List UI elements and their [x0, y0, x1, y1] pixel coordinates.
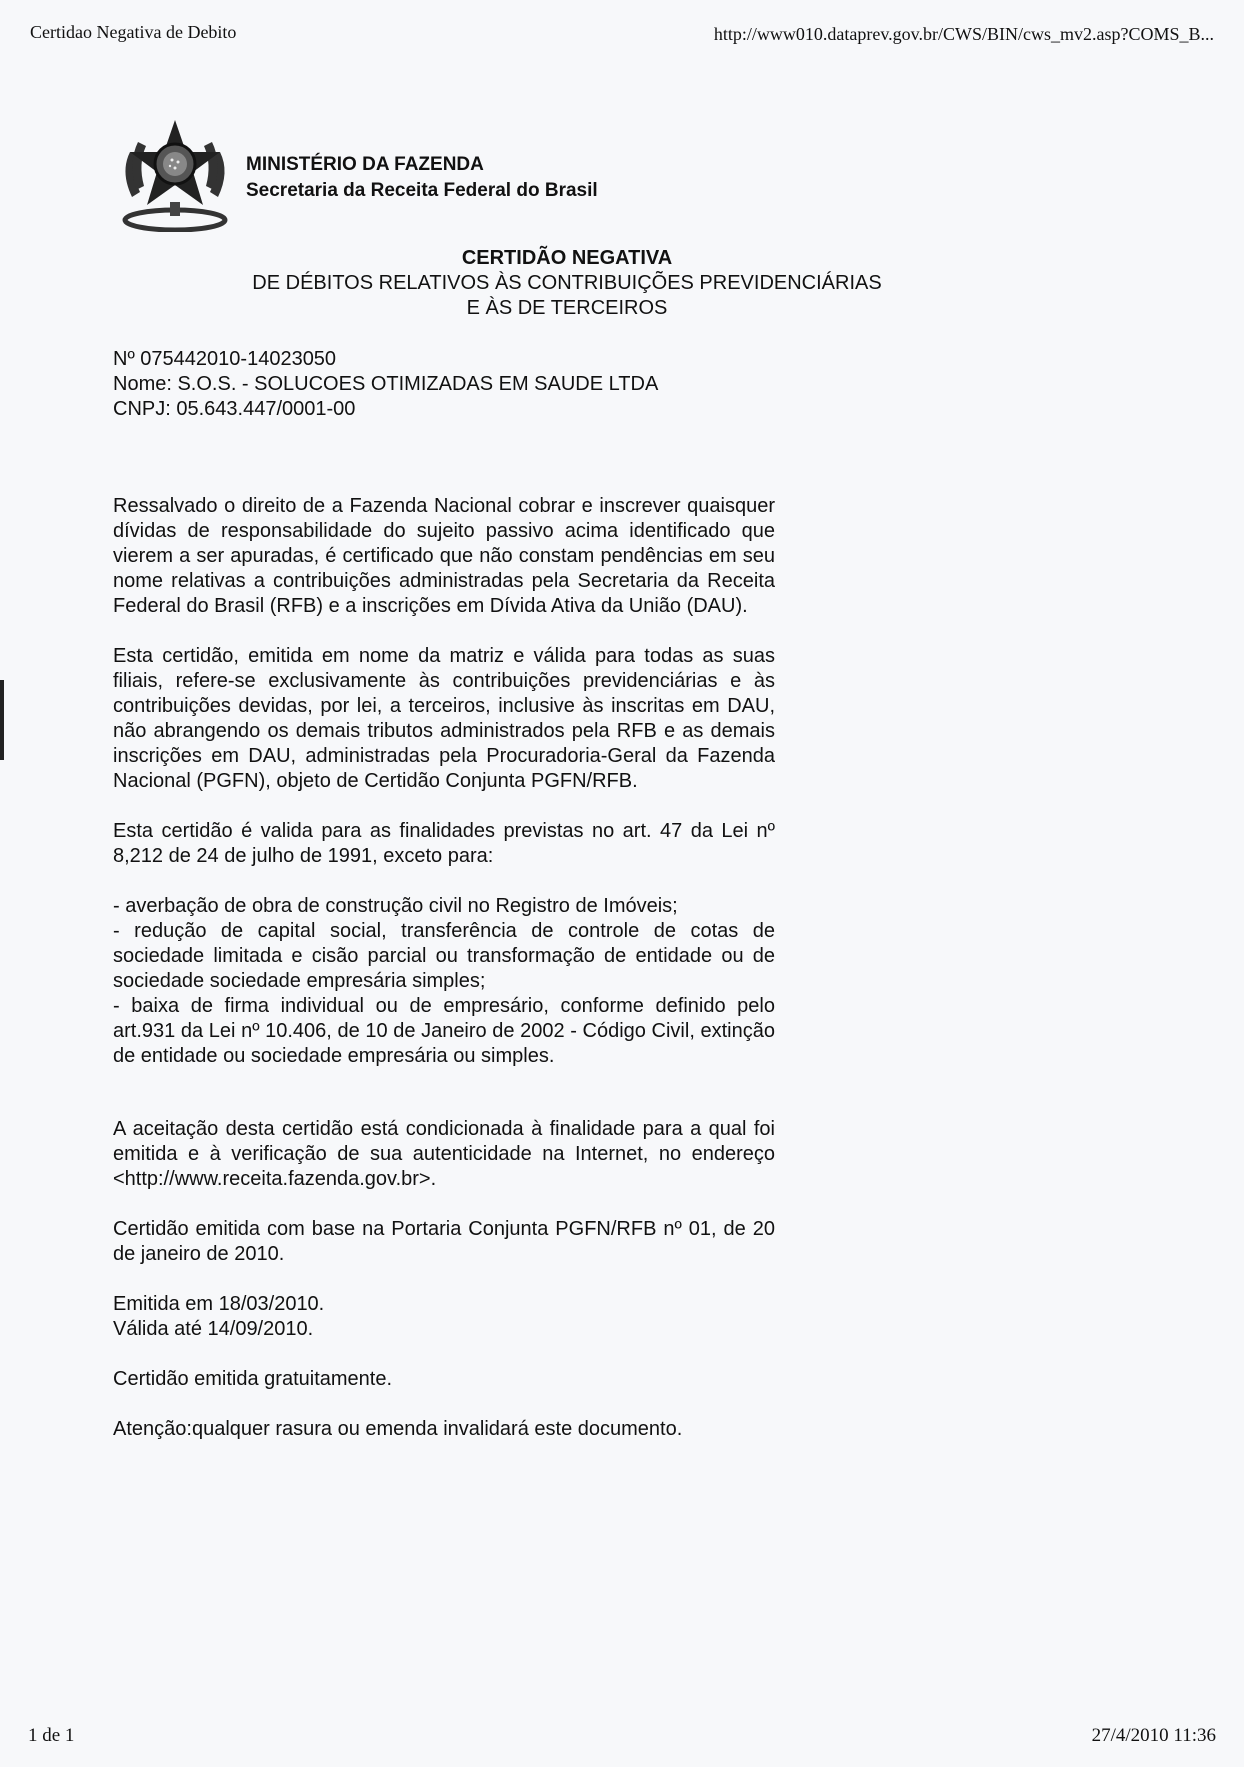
certificate-title-line1: CERTIDÃO NEGATIVA — [461, 247, 673, 269]
valid-until-date: Válida até 14/09/2010. — [113, 1318, 314, 1340]
paragraph-reservation: Ressalvado o direito de a Fazenda Nacional cobrar e inscrever quaisquer dívidas de responsabilidade do sujeito passivo acima identificado que vierem a ser apuradas, é certificado que não constam pendências em seu nome relativas a contribuições administradas pela Secretaria da Receita Federal do Brasil (RFB) e a inscrições em Dívida Ativa da União (DAU). — [113, 495, 775, 617]
exception-item: - redução de capital social, transferência de controle de cotas de sociedade limitada e cisão parcial ou transformação de entidade ou de sociedade sociedade empresária simples; — [113, 920, 775, 992]
page-count: 1 de 1 — [28, 1725, 75, 1746]
national-coat-of-arms-icon — [120, 112, 230, 232]
paragraph-scope: Esta certidão, emitida em nome da matriz e válida para todas as suas filiais, refere-se exclusivamente às contribuições previdenciárias e às contribuições devidas, por lei, a terceiros, inclusive às inscritas em DAU, não abrangendo os demais tributos administrados pela RFB e as demais inscrições em DAU, administradas pela Procuradoria-Geral da Fazenda Nacional (PGFN), objeto de Certidão Conjunta PGFN/RFB. — [113, 645, 775, 792]
company-cnpj: CNPJ: 05.643.447/0001-00 — [113, 398, 356, 420]
certificate-title — [0, 246, 1244, 321]
company-name: Nome: S.O.S. - SOLUCOES OTIMIZADAS EM SAUDE LTDA — [113, 373, 659, 395]
paragraph-acceptance: A aceitação desta certidão está condicionada à finalidade para a qual foi emitida e à verificação de sua autenticidade na Internet, no endereço <http://www.receita.fazenda.gov.br>. — [113, 1118, 775, 1190]
exception-item: - averbação de obra de construção civil no Registro de Imóveis; — [113, 895, 678, 917]
issued-date: Emitida em 18/03/2010. — [113, 1293, 325, 1315]
ministry-name: MINISTÉRIO DA FAZENDA — [246, 154, 484, 175]
certificate-title-line2: DE DÉBITOS RELATIVOS ÀS CONTRIBUIÇÕES PREVIDENCIÁRIAS — [252, 272, 882, 294]
exception-item: - baixa de firma individual ou de empresário, conforme definido pelo art.931 da Lei nº 10.406, de 10 de Janeiro de 2002 - Código Civil, extinção de entidade ou sociedade empresária ou simples. — [113, 995, 775, 1067]
identification-block — [113, 347, 658, 422]
certificate-title-line3: E ÀS DE TERCEIROS — [466, 297, 668, 319]
org-block — [246, 152, 598, 204]
warning-note: Atenção:qualquer rasura ou emenda invalidará este documento. — [113, 1418, 683, 1440]
print-datetime: 27/4/2010 11:36 — [1091, 1725, 1216, 1746]
certificate-body — [113, 494, 775, 1442]
paragraph-legal-basis: Certidão emitida com base na Portaria Conjunta PGFN/RFB nº 01, de 20 de janeiro de 2010. — [113, 1218, 775, 1265]
scan-edge-mark — [0, 680, 4, 760]
free-issue-note: Certidão emitida gratuitamente. — [113, 1368, 393, 1390]
paragraph-validity: Esta certidão é valida para as finalidades previstas no art. 47 da Lei nº 8,212 de 24 de julho de 1991, exceto para: — [113, 820, 775, 867]
secretariat-name: Secretaria da Receita Federal do Brasil — [246, 180, 598, 201]
print-header-title: Certidao Negativa de Debito — [30, 22, 237, 42]
certificate-number: Nº 075442010-14023050 — [113, 348, 337, 370]
print-header-url: http://www010.dataprev.gov.br/CWS/BIN/cws_mv2.asp?COMS_B... — [713, 24, 1214, 44]
